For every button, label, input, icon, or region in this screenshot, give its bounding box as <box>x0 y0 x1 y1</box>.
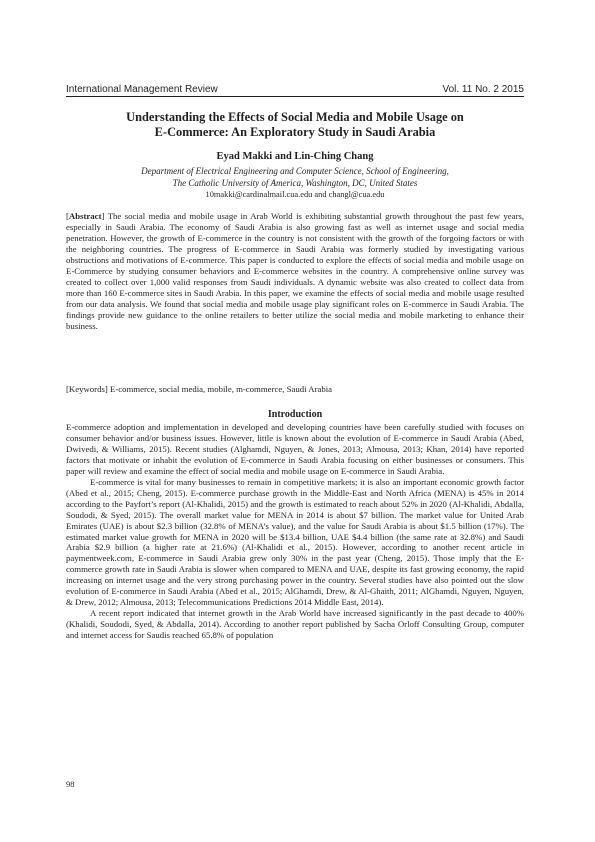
paper-title <box>66 110 524 140</box>
page-number: 98 <box>66 780 75 789</box>
keywords-text: E-commerce, social media, mobile, m-commerce, Saudi Arabia <box>109 384 333 394</box>
abstract-open-bracket: [ <box>66 211 69 221</box>
keywords <box>66 384 524 395</box>
journal-name: International Management Review <box>66 84 218 95</box>
affiliation-line-1: Department of Electrical Engineering and Computer Science, School of Engineering, <box>141 166 449 176</box>
abstract-label: Abstract <box>68 211 102 221</box>
abstract-text: The social media and mobile usage in Arab World is exhibiting substantial growth throughout the past few years, especially in Saudi Arabia. The economy of Saudi Arabia is also growing fast as well as internet usage and social media penetration. However, the growth of E-commerce in the country is not consistent with the growth of the forgoing factors or with the neighboring countries. The progress of E-commerce in Saudi Arabia was formerly studied by investigating various obstructions and motivations of E-commerce. This paper is conducted to explore the effects of social media and mobile usage on E-Commerce by studying consumer behaviors and E-commerce websites in the country. A comprehensive online survey was created to collect over 1,000 valid responses from Saudi individuals. A dynamic website was also created to collect data from more than 160 E-commerce sites in Saudi Arabia. In this paper, we examine the effects of social media and mobile usage resulted from our data analysis. We found that social media and mobile usage play significant roles on E-commerce in Saudi Arabia. The findings provide new guidance to the online retailers to better utilize the social media and mobile marketing to enhance their business. <box>66 211 525 332</box>
volume-issue: Vol. 11 No. 2 2015 <box>442 84 524 95</box>
body-paragraph: E-commerce adoption and implementation in developed and developing countries have been carefully studied with focuses on consumer behavior and/or business issues. However, little is known about the evolution of E-commerce in Saudi Arabia (Abed, Dwivedi, & Williams, 2015). Recent studies (Alghamdi, Nguyen, & Jones, 2013; Almousa, 2013; Khan, 2014) have reported factors that motivate or inhabit the evolution of E-commerce in Saudi Arabia focusing on either businesses or consumers. This paper will review and examine the effect of social media and mobile usage on E-commerce in Saudi Arabia. <box>66 422 524 476</box>
abstract-close-bracket: ] <box>101 211 105 221</box>
body-paragraph: E-commerce is vital for many businesses to remain in competitive markets; it is also an important economic growth factor (Abed et al., 2015; Cheng, 2015). E-commerce purchase growth in the Middle-East and North Africa (MENA) is 45% in 2014 according to the Payfort’s report (Al-Khalidi, 2015) and the growth is estimated to reach about 52% in 2020 (Al-Khalidi, Abdalla, Soudodi, & Syed, 2015). The overall market value for MENA in 2014 is about $7 billion. The market value for United Arab Emirates (UAE) is about $2.3 billion (32.8% of MENA’s value), and the value for Saudi Arabia is about $1.5 billion (17%). The estimated market value growth for MENA in 2020 will be $13.4 billion, UAE $4.4 billion (the same rate at 32.8%) and Saudi Arabia $2.9 billion (a higher rate at 21.6%) (Al-Khalidi et al., 2015). However, according to another recent article in paymentweek.com, E-commerce in Saudi Arabia grew only 30% in the past year (Cheng, 2015). Those imply that the E-commerce growth rate in Saudi Arabia is slower when compared to MENA and UAE, despite its fast growing economy, the rapid increasing on internet usage and the very strong purchasing power in the country. Several studies have also pointed out the slow evolution of E-commerce in Saudi Arabia (Abed et al., 2015; AlGhamdi, Drew, & Al-Ghaith, 2011; AlGhamdi, Nguyen, Nguyen, & Drew, 2012; Almousa, 2013; Telecommunications Predictions 2014 Middle East, 2014). <box>66 476 524 608</box>
abstract <box>66 211 524 333</box>
section-heading-introduction: Introduction <box>267 409 323 420</box>
author-affiliation <box>66 166 524 189</box>
affiliation-line-2: The Catholic University of America, Washington, DC, United States <box>172 177 418 188</box>
author-emails[interactable]: 10makki@cardinalmail.cua.edu and changl@cua.edu <box>205 190 385 199</box>
paper-authors: Eyad Makki and Lin-Ching Chang <box>216 151 374 162</box>
paper-title-line-2: E-Commerce: An Exploratory Study in Saudi Arabia <box>154 125 436 139</box>
introduction-body <box>66 422 524 641</box>
body-paragraph: A recent report indicated that internet growth in the Arab World have increased significantly in the past decade to 400% (Khalidi, Soudodi, Syed, & Abdalla, 2014). According to another report published by Sacha Orloff Consulting Group, computer and internet access for Saudis reached 65.8% of population <box>66 608 524 641</box>
keywords-label: [Keywords] <box>66 384 108 394</box>
paper-title-line-1: Understanding the Effects of Social Media and Mobile Usage on <box>126 110 464 124</box>
running-header <box>66 84 524 97</box>
